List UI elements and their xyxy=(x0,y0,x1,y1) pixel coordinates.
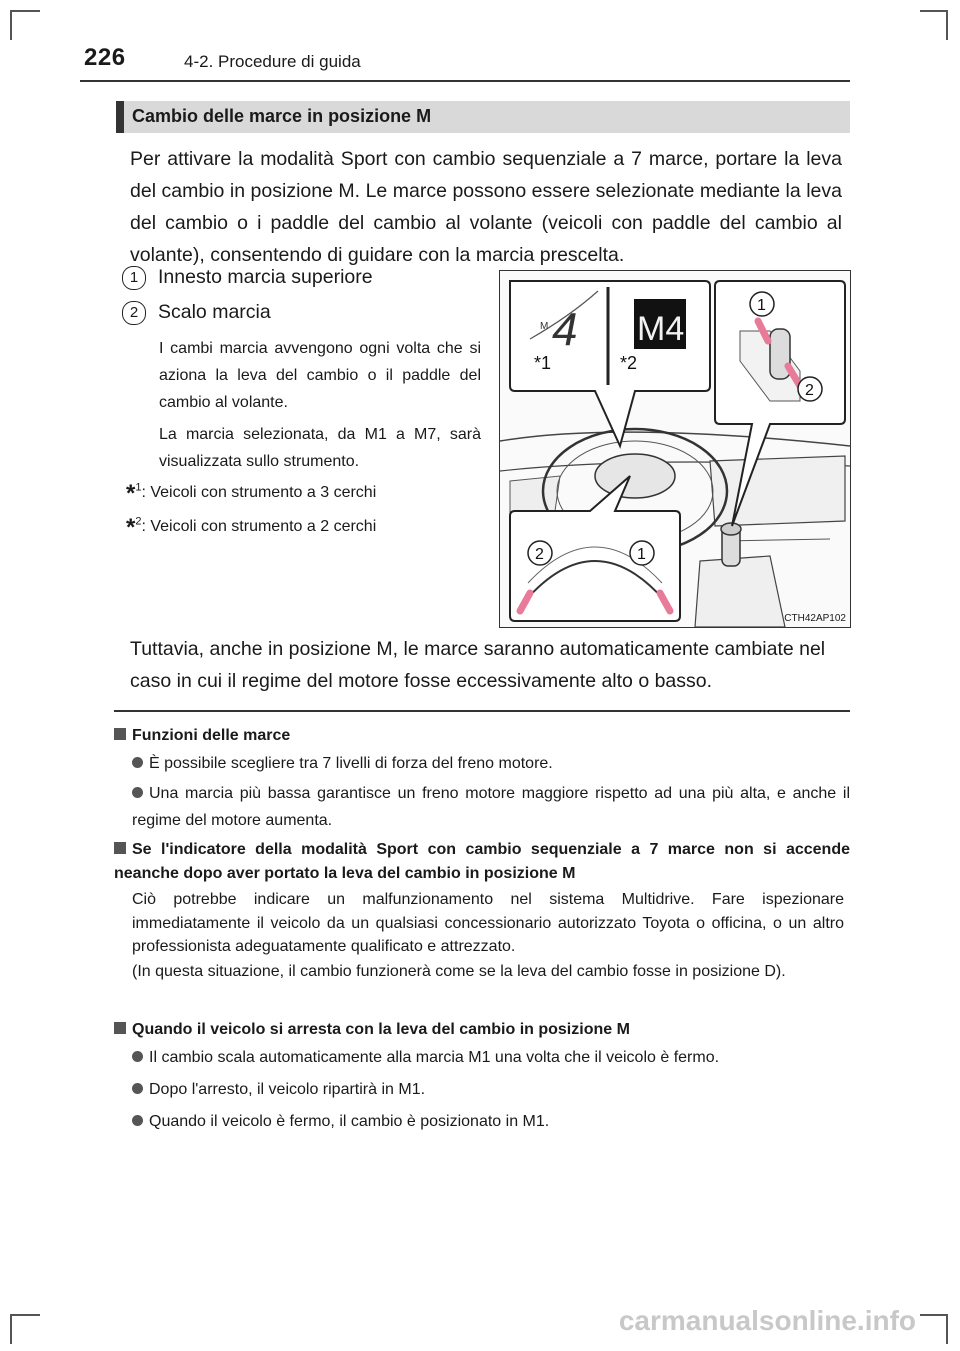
header-rule xyxy=(80,80,850,82)
crop-mark xyxy=(920,10,948,12)
circle-bullet-icon xyxy=(132,787,143,798)
note-heading-2: Se l'indicatore della modalità Sport con cambio sequenziale a 7 marce non si accende neanche dopo aver portato la leva del cambio in posizione M xyxy=(114,841,850,882)
callout-downshift-number: 2 xyxy=(805,382,814,399)
step-label-2: Scalo marcia xyxy=(158,301,271,324)
footnote-index: 1 xyxy=(135,481,142,494)
step-2 xyxy=(122,301,271,325)
square-bullet-icon xyxy=(114,842,126,854)
note-bullet: È possibile scegliere tra 7 livelli di forza del freno motore. xyxy=(132,750,850,777)
step-note-1: I cambi marcia avvengono ogni volta che si aziona la leva del cambio o il paddle del cambio al volante. xyxy=(159,340,481,411)
paddle-left-number: 2 xyxy=(535,546,544,563)
step-number-1: 1 xyxy=(122,266,146,290)
paddle-right-number: 1 xyxy=(637,546,646,563)
square-bullet-icon xyxy=(114,728,126,740)
crop-mark xyxy=(10,1314,12,1344)
crop-mark xyxy=(10,10,40,12)
crop-mark xyxy=(946,1314,948,1344)
label-star-2: *2 xyxy=(620,353,638,373)
outro-paragraph: Tuttavia, anche in posizione M, le marce saranno automaticamente cambiate nel caso in cui il regime del motore fosse eccessivamente alto o basso. xyxy=(130,638,826,692)
footnote-index: 2 xyxy=(135,515,142,528)
footnote-star: * xyxy=(126,480,136,507)
step-label-1: Innesto marcia superiore xyxy=(158,266,373,289)
shift-diagram-figure xyxy=(499,270,851,628)
footnote-2 xyxy=(126,514,376,542)
circle-bullet-icon xyxy=(132,757,143,768)
chapter-title: 4-2. Procedure di guida xyxy=(184,52,361,71)
cockpit-illustration xyxy=(500,271,850,627)
section-accent xyxy=(116,101,124,133)
note-paragraph: Ciò potrebbe indicare un malfunzionamento nel sistema Multidrive. Fare ispezionare immediatamente il veicolo da un qualsiasi concessionario autorizzato Toyota o officina, o un altro professionista adeguatamente qualificato e attrezzato. xyxy=(132,891,844,955)
circle-bullet-icon xyxy=(132,1083,143,1094)
footnote-text: : Veicoli con strumento a 3 cerchi xyxy=(141,484,377,501)
circle-bullet-icon xyxy=(132,1115,143,1126)
label-star-1: *1 xyxy=(534,353,552,373)
section-title: Cambio delle marce in posizione M xyxy=(132,106,432,126)
meter2-gear-display: M4 xyxy=(637,310,685,348)
note-bullet: Quando il veicolo è fermo, il cambio è posizionato in M1. xyxy=(132,1108,850,1135)
note-bullet: Dopo l'arresto, il veicolo ripartirà in M1. xyxy=(132,1076,850,1103)
section-divider xyxy=(114,710,850,712)
step-note-2: La marcia selezionata, da M1 a M7, sarà visualizzata sullo strumento. xyxy=(159,426,481,470)
note-bullet: Il cambio scala automaticamente alla marcia M1 una volta che il veicolo è fermo. xyxy=(132,1044,850,1071)
crop-mark xyxy=(920,1314,948,1316)
crop-mark xyxy=(946,10,948,40)
footnote-1 xyxy=(126,480,376,508)
note-heading-1: Funzioni delle marce xyxy=(114,724,850,747)
note-bullet: Una marcia più bassa garantisce un freno motore maggiore rispetto ad una più alta, e anche il regime del motore aumenta. xyxy=(132,785,850,829)
figure-code: CTH42AP102 xyxy=(784,613,846,624)
footnote-text: : Veicoli con strumento a 2 cerchi xyxy=(141,518,377,535)
meter1-gear-digit: 4 xyxy=(552,303,578,355)
meter1-m-letter: M xyxy=(540,321,549,332)
page-number: 226 xyxy=(84,44,126,71)
note-heading-3: Quando il veicolo si arresta con la leva del cambio in posizione M xyxy=(114,1018,850,1041)
step-number-2: 2 xyxy=(122,301,146,325)
callout-upshift-number: 1 xyxy=(757,297,766,314)
watermark: carmanualsonline.info xyxy=(618,1305,916,1336)
footnote-star: * xyxy=(126,514,136,541)
square-bullet-icon xyxy=(114,1022,126,1034)
crop-mark xyxy=(10,1314,40,1316)
section-heading-bar xyxy=(116,101,850,133)
note-paragraph: (In questa situazione, il cambio funzionerà come se la leva del cambio fosse in posizione D). xyxy=(132,963,786,980)
circle-bullet-icon xyxy=(132,1051,143,1062)
crop-mark xyxy=(10,10,12,40)
step-1 xyxy=(122,266,373,290)
intro-paragraph: Per attivare la modalità Sport con cambio sequenziale a 7 marce, portare la leva del cambio in posizione M. Le marce possono essere selezionate mediante la leva del cambio o i paddle del cambio al volante (veicoli con paddle del cambio al volante), consentendo di guidare con la marcia prescelta. xyxy=(130,148,842,266)
